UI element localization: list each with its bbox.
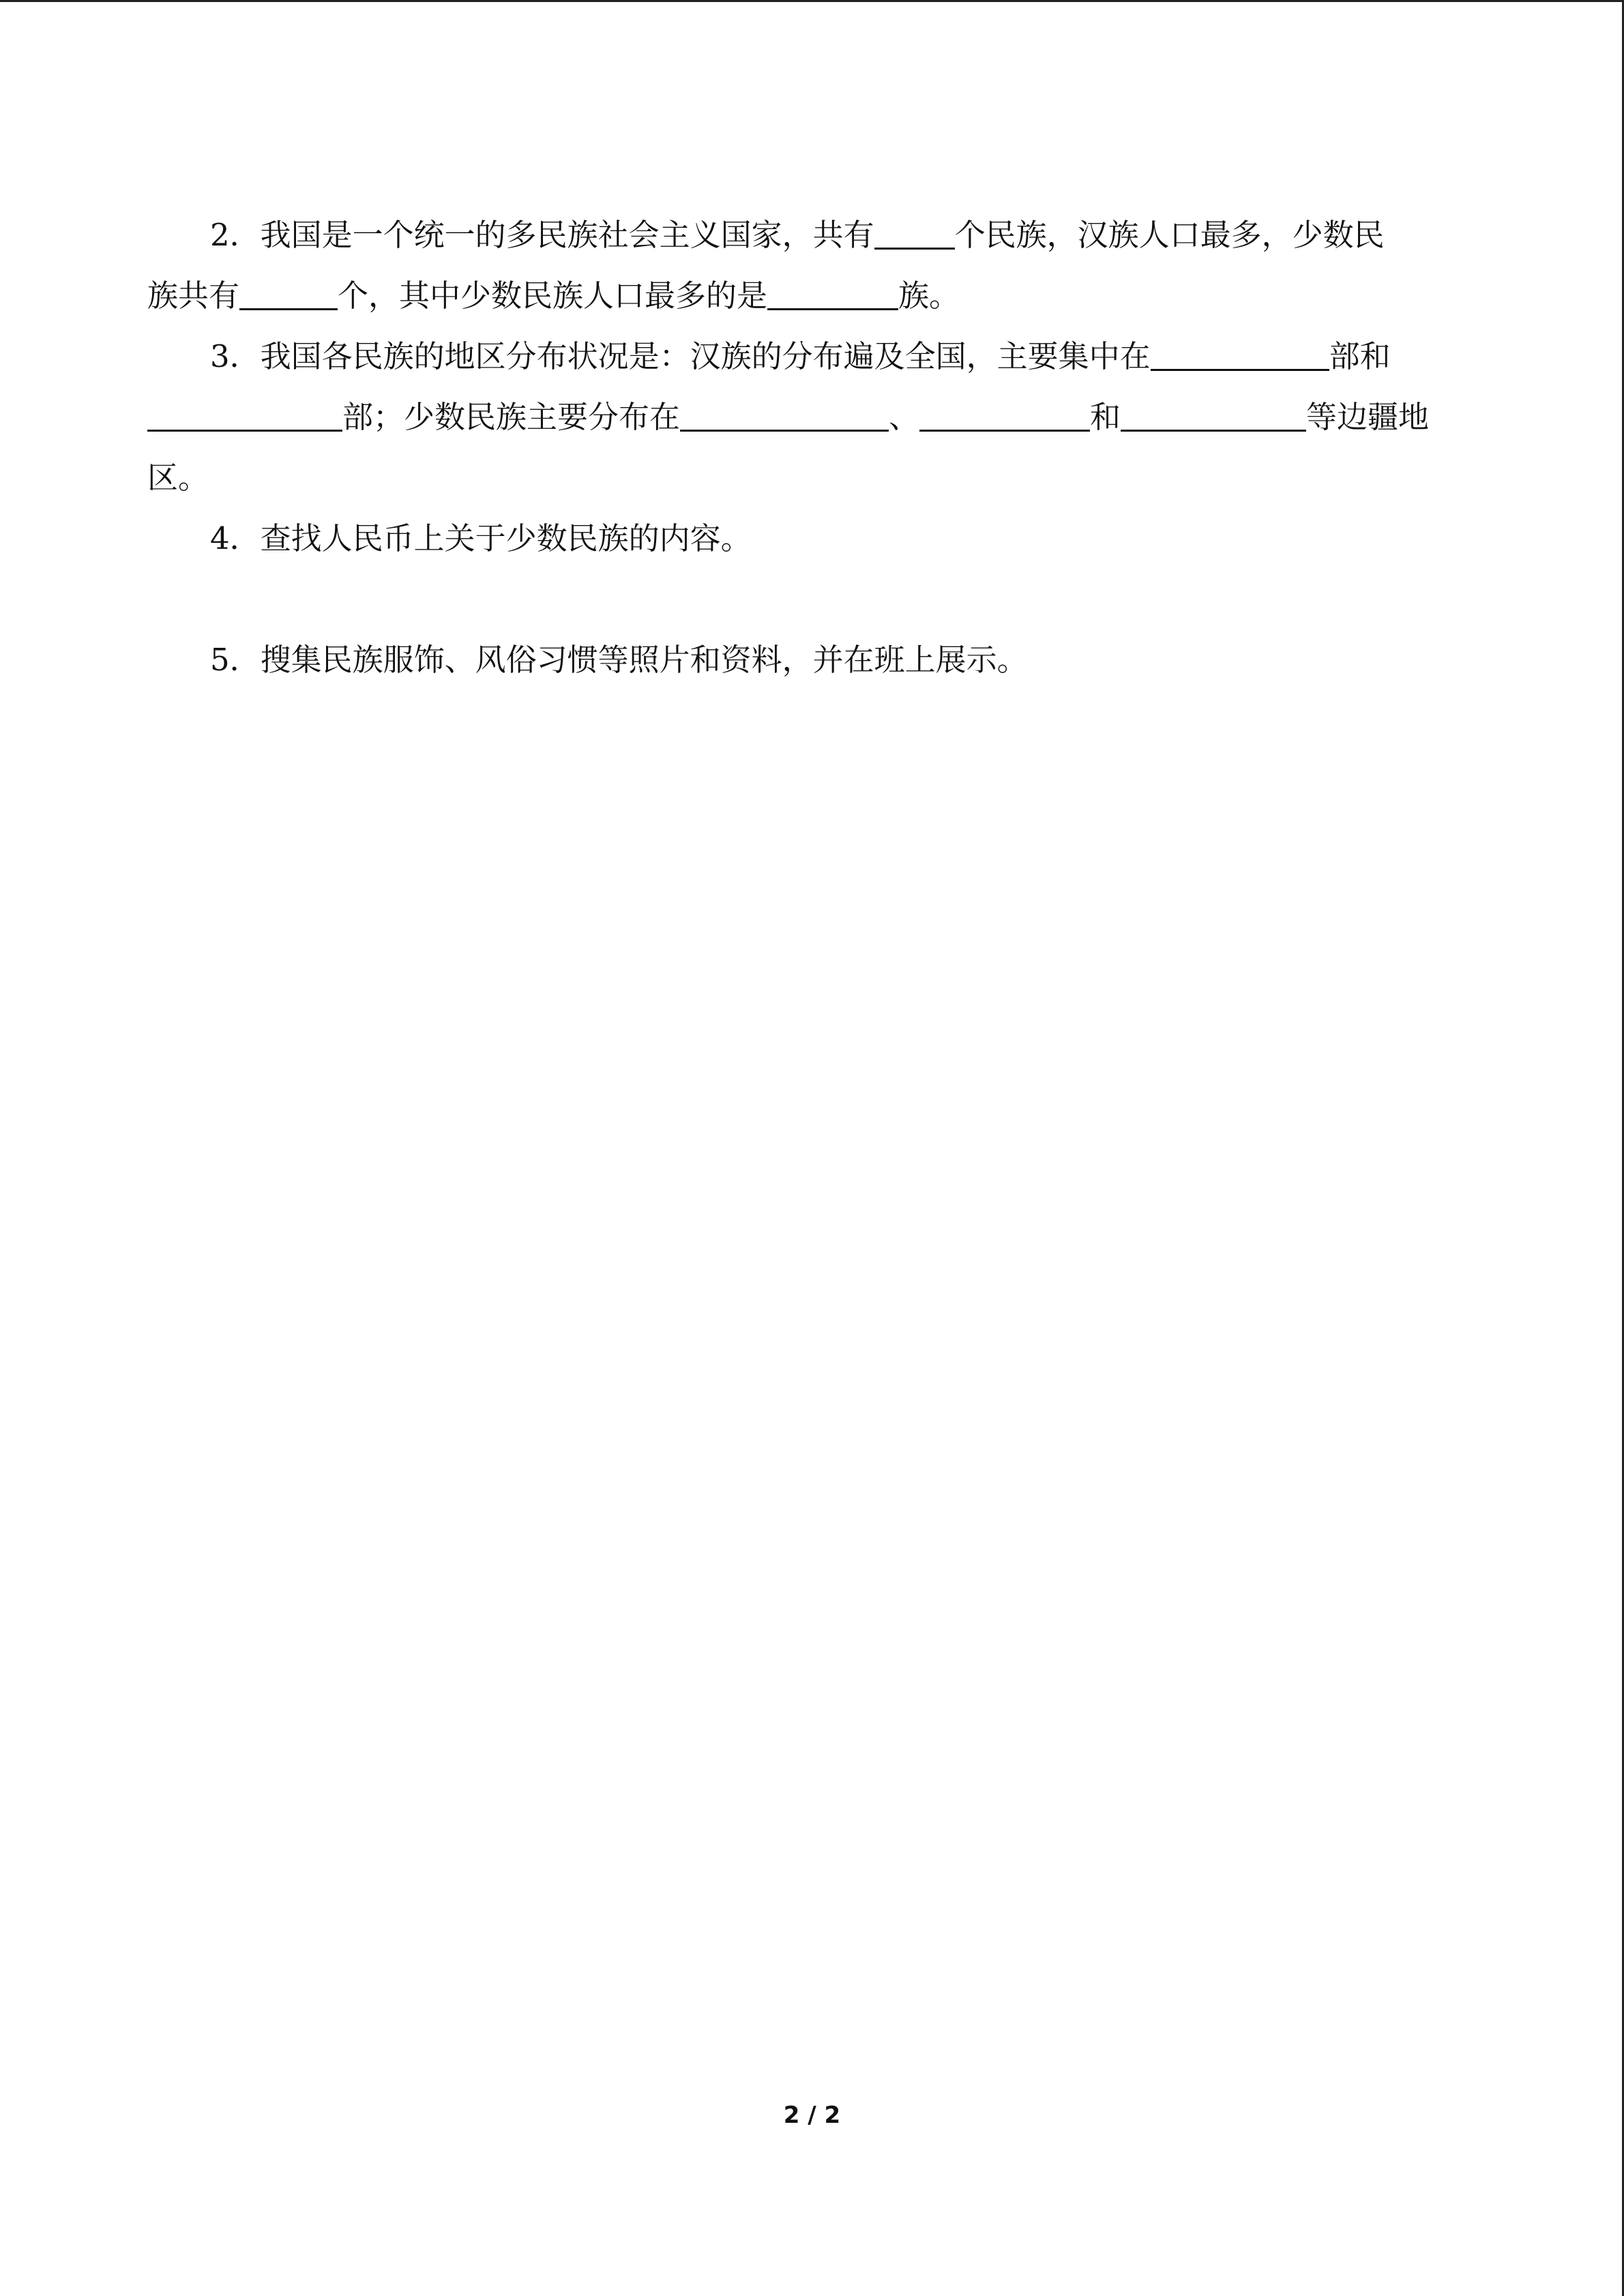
question-5-line-1 [147,629,1484,690]
fill-blank-minority-region-2[interactable] [919,400,1090,432]
question-text: 区。 [147,460,209,496]
page-number: 2 / 2 [783,2102,841,2129]
question-text: 我国是一个统一的多民族社会主义国家，共有 [260,217,874,253]
question-3-line-2 [147,387,1484,447]
question-2 [147,205,1484,326]
question-text: 族共有 [147,278,240,314]
question-2-line-1 [147,205,1484,265]
question-text: 我国各民族的地区分布状况是：汉族的分布遍及全国，主要集中在 [260,338,1151,374]
fill-blank-minority-count[interactable] [239,278,338,310]
question-2-line-2 [147,265,1484,326]
question-3-line-3 [147,447,1484,508]
question-text: 等边疆地 [1306,399,1430,435]
question-text: 部和 [1329,338,1391,374]
fill-blank-largest-minority[interactable] [767,278,898,310]
question-number: 5． [210,642,261,678]
question-number: 4． [210,520,261,556]
question-4 [147,508,1484,569]
answer-space [147,569,1484,629]
question-text: 和 [1090,399,1121,435]
question-number: 3． [210,338,261,374]
fill-blank-ethnic-count[interactable] [874,218,955,250]
fill-blank-minority-region-1[interactable] [680,400,889,432]
question-text: 个，其中少数民族人口最多的是 [338,278,768,314]
question-text: 族。 [898,278,960,314]
question-text: 、 [889,399,920,435]
question-text: 查找人民币上关于少数民族的内容。 [260,520,752,556]
question-5 [147,629,1484,690]
top-border [0,0,1624,2]
question-text: 个民族，汉族人口最多，少数民 [954,217,1385,253]
question-number: 2． [210,217,261,253]
fill-blank-han-region-2[interactable] [147,400,342,432]
document-body [147,205,1484,690]
fill-blank-han-region-1[interactable] [1151,339,1329,371]
fill-blank-minority-region-3[interactable] [1121,400,1306,432]
question-3 [147,326,1484,508]
question-text: 部；少数民族主要分布在 [342,399,681,435]
question-text: 搜集民族服饰、风俗习惯等照片和资料，并在班上展示。 [260,642,1028,678]
question-4-line-1 [147,508,1484,569]
question-3-line-1 [147,326,1484,387]
